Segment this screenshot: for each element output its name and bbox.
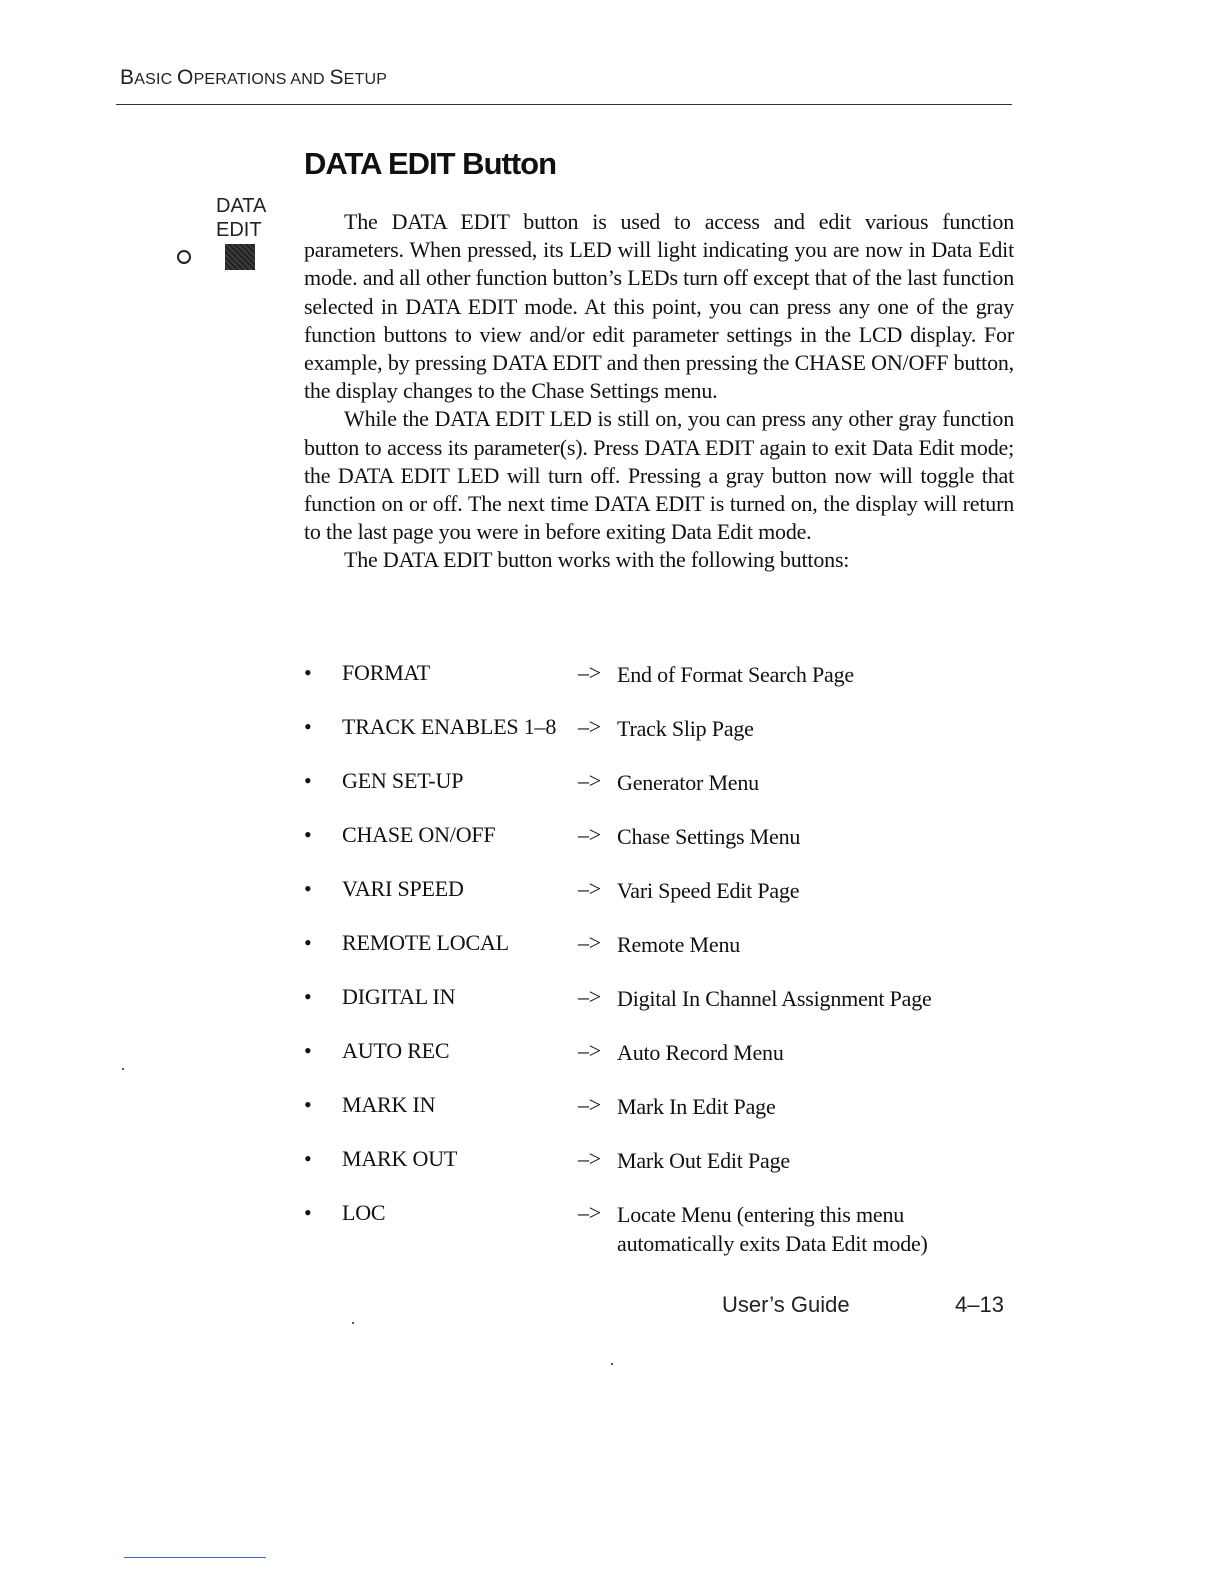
list-item [304, 1146, 1004, 1200]
button-name: MARK IN [342, 1092, 436, 1117]
list-item [304, 714, 1004, 768]
target-page: Track Slip Page [617, 716, 754, 741]
button-name: FORMAT [342, 660, 431, 685]
footer-label: User’s Guide [722, 1292, 850, 1317]
list-item [304, 930, 1004, 984]
bullet-icon: • [304, 984, 312, 1009]
target-page: Vari Speed Edit Page [617, 878, 800, 903]
button-name: VARI SPEED [342, 876, 464, 901]
bullet-icon: • [304, 1092, 312, 1117]
button-name: LOC [342, 1200, 386, 1225]
arrow-icon: –> [578, 822, 602, 847]
button-name: MARK OUT [342, 1146, 458, 1171]
paragraph: The DATA EDIT button is used to access and edit various function parameters. When pressed, its LED will light indicating you are now in Data Edit mode. and all other function button’s LEDs turn off except that of the last function selected in DATA EDIT mode. At this point, you can press any one of the gray function buttons to view and/or edit parameter settings in the LCD display. For example, by pressing DATA EDIT and then pressing the CHASE ON/OFF button, the display changes to the Chase Settings menu. [304, 209, 1014, 404]
running-head [120, 66, 387, 90]
bullet-icon: • [304, 1200, 312, 1225]
button-name: GEN SET-UP [342, 768, 464, 793]
bullet-icon: • [304, 930, 312, 955]
data-edit-button-label [216, 194, 266, 242]
running-head-part: BASIC [120, 66, 178, 89]
button-name: DIGITAL IN [342, 984, 456, 1009]
button-mapping-list [304, 660, 1004, 1254]
bottom-edge-line [124, 1557, 266, 1558]
button-name: CHASE ON/OFF [342, 822, 496, 847]
target-page: Generator Menu [617, 770, 759, 795]
bullet-icon: • [304, 1146, 312, 1171]
list-item [304, 984, 1004, 1038]
arrow-icon: –> [578, 1146, 602, 1171]
button-name: TRACK ENABLES 1–8 [342, 714, 557, 739]
list-item [304, 876, 1004, 930]
scan-speck [352, 1322, 354, 1324]
paragraph: The DATA EDIT button works with the following buttons: [344, 547, 850, 573]
page-number: 4–13 [955, 1292, 1004, 1317]
arrow-icon: –> [578, 930, 602, 955]
bullet-icon: • [304, 876, 312, 901]
bullet-icon: • [304, 660, 312, 685]
running-head-part: SETUP [329, 66, 388, 89]
scan-speck [122, 1068, 124, 1070]
arrow-icon: –> [578, 1092, 602, 1117]
arrow-icon: –> [578, 768, 602, 793]
body-text [304, 208, 1014, 575]
arrow-icon: –> [578, 1038, 602, 1063]
led-indicator-icon [177, 250, 191, 264]
margin-label-line: DATA [216, 195, 267, 217]
bullet-icon: • [304, 822, 312, 847]
bullet-icon: • [304, 1038, 312, 1063]
list-item [304, 768, 1004, 822]
list-item [304, 1092, 1004, 1146]
list-item [304, 822, 1004, 876]
target-page: Remote Menu [617, 932, 741, 957]
target-page: Mark Out Edit Page [617, 1148, 790, 1173]
button-name: REMOTE LOCAL [342, 930, 509, 955]
scan-speck [611, 1363, 613, 1365]
arrow-icon: –> [578, 1200, 602, 1225]
margin-label-line: EDIT [216, 219, 262, 241]
arrow-icon: –> [578, 714, 602, 739]
button-name: AUTO REC [342, 1038, 450, 1063]
target-page: Auto Record Menu [617, 1040, 784, 1065]
list-item [304, 660, 1004, 714]
bullet-icon: • [304, 768, 312, 793]
target-page: End of Format Search Page [617, 662, 854, 687]
running-head-part: OPERATIONS AND [177, 66, 330, 89]
target-page: Locate Menu (entering this menu automatically exits Data Edit mode) [617, 1202, 928, 1256]
list-item [304, 1038, 1004, 1092]
target-page: Mark In Edit Page [617, 1094, 776, 1119]
paragraph: While the DATA EDIT LED is still on, you can press any other gray function button to access its parameter(s). Press DATA EDIT again to exit Data Edit mode; the DATA EDIT LED will turn off. Pressing a gray button now will toggle that function on or off. The next time DATA EDIT is turned on, the display will return to the last page you were in before exiting Data Edit mode. [304, 406, 1014, 545]
list-item [304, 1200, 1004, 1254]
arrow-icon: –> [578, 660, 602, 685]
data-edit-button-icon [225, 244, 255, 270]
target-page: Chase Settings Menu [617, 824, 801, 849]
bullet-icon: • [304, 714, 312, 739]
arrow-icon: –> [578, 876, 602, 901]
target-page: Digital In Channel Assignment Page [617, 986, 932, 1011]
section-title: DATA EDIT Button [304, 146, 557, 181]
header-divider [116, 104, 1012, 105]
arrow-icon: –> [578, 984, 602, 1009]
